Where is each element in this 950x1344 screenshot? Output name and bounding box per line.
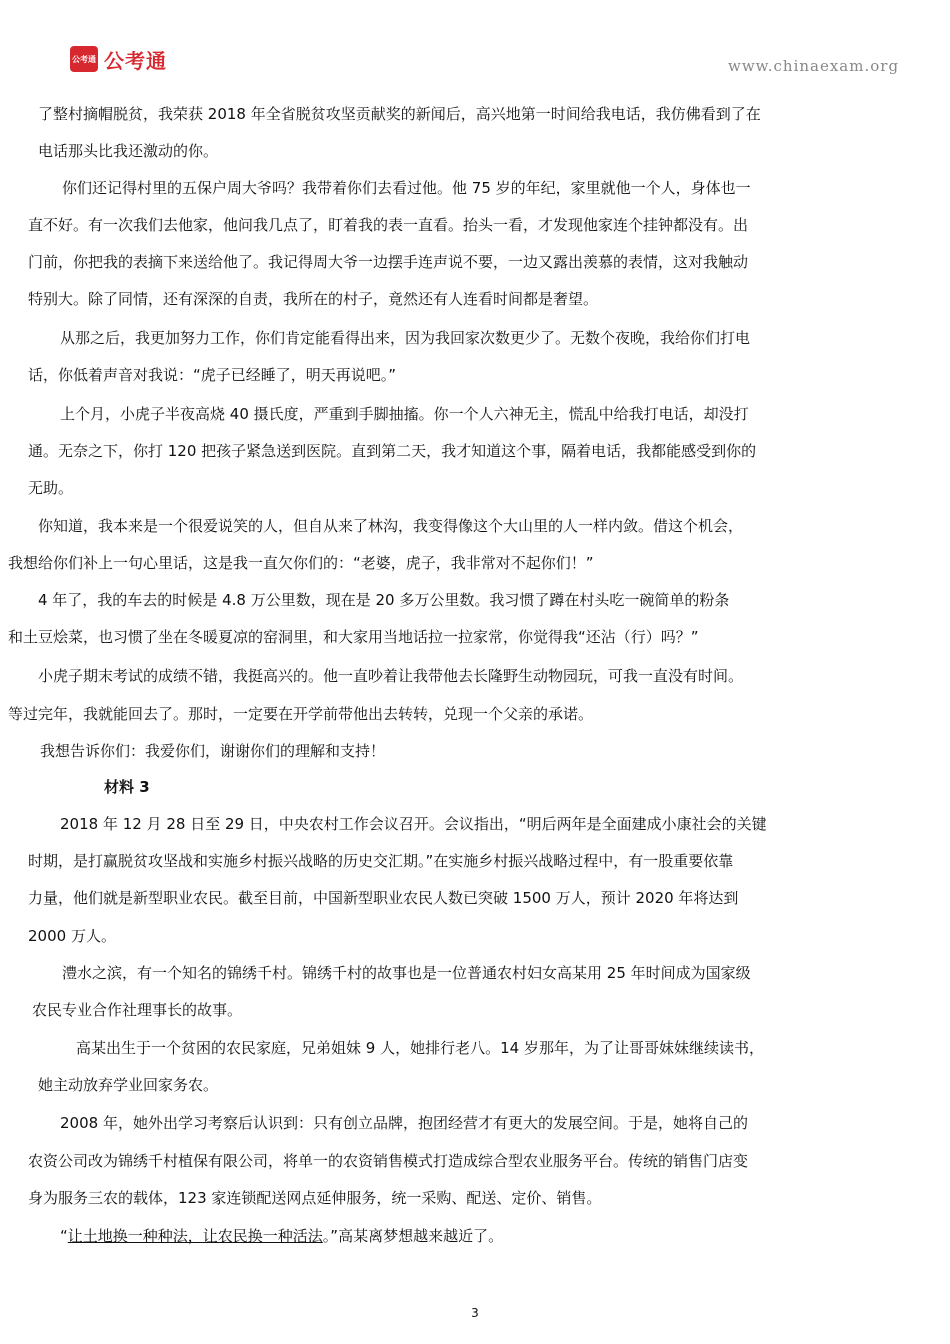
text-line: 和土豆烩菜，也习惯了坐在冬暖夏凉的窑洞里，和大家用当地话拉一拉家常，你觉得我“还沾（行）吗？” bbox=[8, 628, 699, 646]
logo-mark-icon: 公考通 bbox=[70, 46, 98, 72]
text-line: 高某出生于一个贫困的农民家庭，兄弟姐妹 9 人，她排行老八。14 岁那年，为了让哥哥妹妹继续读书， bbox=[76, 1039, 764, 1057]
text-line: 等过完年，我就能回去了。那时，一定要在开学前带他出去转转，兑现一个父亲的承诺。 bbox=[8, 705, 594, 723]
text-line: 直不好。有一次我们去他家，他问我几点了，盯着我的表一直看。抬头一看，才发现他家连个挂钟都没有。出 bbox=[28, 216, 749, 234]
text-line: 农民专业合作社理事长的故事。 bbox=[32, 1001, 243, 1019]
quote-rest: 。”高某离梦想越来越近了。 bbox=[322, 1227, 504, 1245]
text-line: 身为服务三农的载体，123 家连锁配送网点延伸服务，统一采购、配送、定价、销售。 bbox=[28, 1189, 602, 1207]
text-line: 无助。 bbox=[28, 479, 74, 497]
text-line: 通。无奈之下，你打 120 把孩子紧急送到医院。直到第二天，我才知道这个事，隔着电话，我都能感受到你的 bbox=[28, 442, 757, 460]
text-line: 澧水之滨，有一个知名的锦绣千村。锦绣千村的故事也是一位普通农村妇女高某用 25 年时间成为国家级 bbox=[62, 964, 751, 982]
text-line: 2008 年，她外出学习考察后认识到：只有创立品牌，抱团经营才有更大的发展空间。于是，她将自己的 bbox=[60, 1114, 748, 1132]
brand-logo bbox=[70, 45, 167, 73]
text-line: 力量，他们就是新型职业农民。截至目前，中国新型职业农民人数已突破 1500 万人，预计 2020 年将达到 bbox=[28, 889, 739, 907]
text-line: 你知道，我本来是一个很爱说笑的人，但自从来了林沟，我变得像这个大山里的人一样内敛。借这个机会， bbox=[38, 517, 744, 535]
text-line: 你们还记得村里的五保户周大爷吗？我带着你们去看过他。他 75 岁的年纪，家里就他一个人，身体也一 bbox=[62, 179, 751, 197]
text-line: 她主动放弃学业回家务农。 bbox=[38, 1076, 219, 1094]
underlined-slogan: 让土地换一种种法，让农民换一种活法 bbox=[67, 1227, 323, 1245]
text-line: 电话那头比我还激动的你。 bbox=[38, 142, 219, 160]
text-line: 时期，是打赢脱贫攻坚战和实施乡村振兴战略的历史交汇期。”在实施乡村振兴战略过程中，有一股重要依靠 bbox=[28, 852, 734, 870]
text-line: 小虎子期末考试的成绩不错，我挺高兴的。他一直吵着让我带他去长隆野生动物园玩，可我一直没有时间。 bbox=[38, 667, 744, 685]
open-quote: “ bbox=[60, 1227, 68, 1245]
text-line: 农资公司改为锦绣千村植保有限公司，将单一的农资销售模式打造成综合型农业服务平台。传统的销售门店变 bbox=[28, 1152, 749, 1170]
text-line: 话，你低着声音对我说：“虎子已经睡了，明天再说吧。” bbox=[28, 366, 397, 384]
section-heading: 材料 3 bbox=[104, 778, 150, 796]
text-line: 我想给你们补上一句心里话，这是我一直欠你们的：“老婆，虎子，我非常对不起你们！” bbox=[8, 554, 594, 572]
text-line: 了整村摘帽脱贫，我荣获 2018 年全省脱贫攻坚贡献奖的新闻后，高兴地第一时间给我电话，我仿佛看到了在 bbox=[38, 105, 761, 123]
page-number: 3 bbox=[471, 1306, 479, 1320]
text-line: 门前，你把我的表摘下来送给他了。我记得周大爷一边摆手连声说不要，一边又露出羡慕的表情，这对我触动 bbox=[28, 253, 749, 271]
text-line: 上个月，小虎子半夜高烧 40 摄氏度，严重到手脚抽搐。你一个人六神无主，慌乱中给我打电话，却没打 bbox=[60, 405, 749, 423]
text-line: 2000 万人。 bbox=[28, 927, 116, 945]
text-line: 从那之后，我更加努力工作，你们肯定能看得出来，因为我回家次数更少了。无数个夜晚，我给你们打电 bbox=[60, 329, 751, 347]
text-line-quote bbox=[60, 1225, 503, 1247]
logo-text: 公考通 bbox=[104, 48, 167, 73]
text-line: 2018 年 12 月 28 日至 29 日，中央农村工作会议召开。会议指出，“明后两年是全面建成小康社会的关键 bbox=[60, 815, 767, 833]
text-line: 特别大。除了同情，还有深深的自责，我所在的村子，竟然还有人连看时间都是奢望。 bbox=[28, 290, 599, 308]
text-line: 我想告诉你们：我爱你们，谢谢你们的理解和支持！ bbox=[40, 742, 386, 760]
site-url: www.chinaexam.org bbox=[728, 57, 900, 75]
text-line: 4 年了，我的车去的时候是 4.8 万公里数，现在是 20 多万公里数。我习惯了蹲在村头吃一碗简单的粉条 bbox=[38, 591, 730, 609]
